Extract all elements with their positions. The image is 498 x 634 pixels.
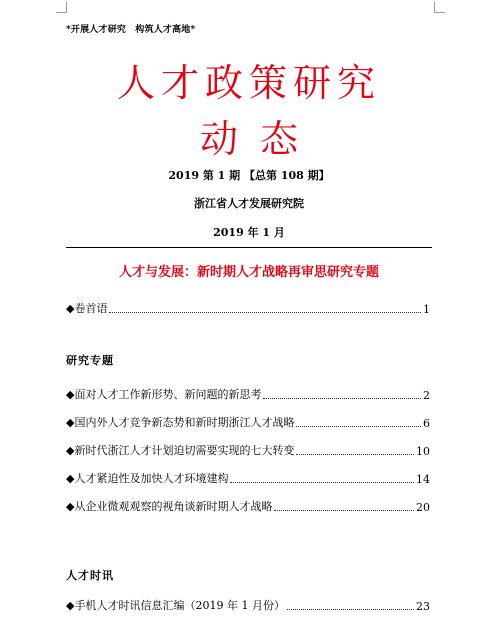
section-heading-research: 研究专题 bbox=[66, 354, 114, 367]
toc-leader bbox=[109, 312, 421, 313]
toc-entry-label: ◆国内外人才竞争新态势和新时期浙江人才战略 bbox=[66, 416, 295, 429]
toc-leader bbox=[296, 426, 421, 427]
toc-entry-label: ◆手机人才时讯信息汇编（2019 年 1 月份） bbox=[66, 599, 285, 612]
toc-entry[interactable] bbox=[66, 386, 430, 402]
crop-mark-top-left bbox=[56, 2, 67, 13]
toc-page-number: 14 bbox=[416, 473, 430, 486]
toc-leader bbox=[230, 482, 414, 483]
toc-leader bbox=[287, 609, 414, 610]
toc-page-number: 20 bbox=[416, 501, 430, 514]
crop-mark-top-right bbox=[434, 2, 445, 13]
issue-number: 2019 第 1 期 【总第 108 期】 bbox=[168, 169, 330, 182]
toc-leader bbox=[274, 510, 414, 511]
toc-entry[interactable] bbox=[66, 470, 430, 486]
toc-entry[interactable] bbox=[66, 498, 430, 514]
toc-page-number: 6 bbox=[423, 417, 430, 430]
toc-page-number: 1 bbox=[423, 303, 430, 316]
toc-entry[interactable] bbox=[66, 414, 430, 430]
toc-entry-label: ◆新时代浙江人才计划迫切需要实现的七大转变 bbox=[66, 444, 295, 457]
toc-page-number: 2 bbox=[423, 389, 430, 402]
header-divider bbox=[66, 247, 432, 248]
toc-entry[interactable] bbox=[66, 442, 430, 458]
toc-entry-label: ◆面对人才工作新形势、新问题的新思考 bbox=[66, 388, 262, 401]
publication-date: 2019 年 1 月 bbox=[213, 226, 285, 239]
toc-entry[interactable] bbox=[66, 597, 430, 613]
header-slogan: *开展人才研究 构筑人才高地* bbox=[66, 25, 196, 35]
toc-entry-label: ◆卷首语 bbox=[66, 302, 108, 315]
publication-subtitle: 动态 bbox=[199, 117, 320, 161]
toc-page-number: 23 bbox=[416, 600, 430, 613]
special-topic-title: 人才与发展：新时期人才战略再审思研究专题 bbox=[118, 265, 379, 280]
toc-leader bbox=[263, 398, 421, 399]
toc-entry-label: ◆从企业微观观察的视角谈新时期人才战略 bbox=[66, 500, 273, 513]
toc-page-number: 10 bbox=[416, 445, 430, 458]
section-heading-news: 人才时讯 bbox=[66, 569, 114, 582]
toc-entry-label: ◆人才紧迫性及加快人才环境建构 bbox=[66, 472, 229, 485]
publication-title: 人才政策研究 bbox=[116, 61, 381, 105]
publisher-name: 浙江省人才发展研究院 bbox=[194, 197, 304, 210]
toc-leader bbox=[296, 454, 414, 455]
toc-entry-intro[interactable] bbox=[66, 300, 430, 316]
